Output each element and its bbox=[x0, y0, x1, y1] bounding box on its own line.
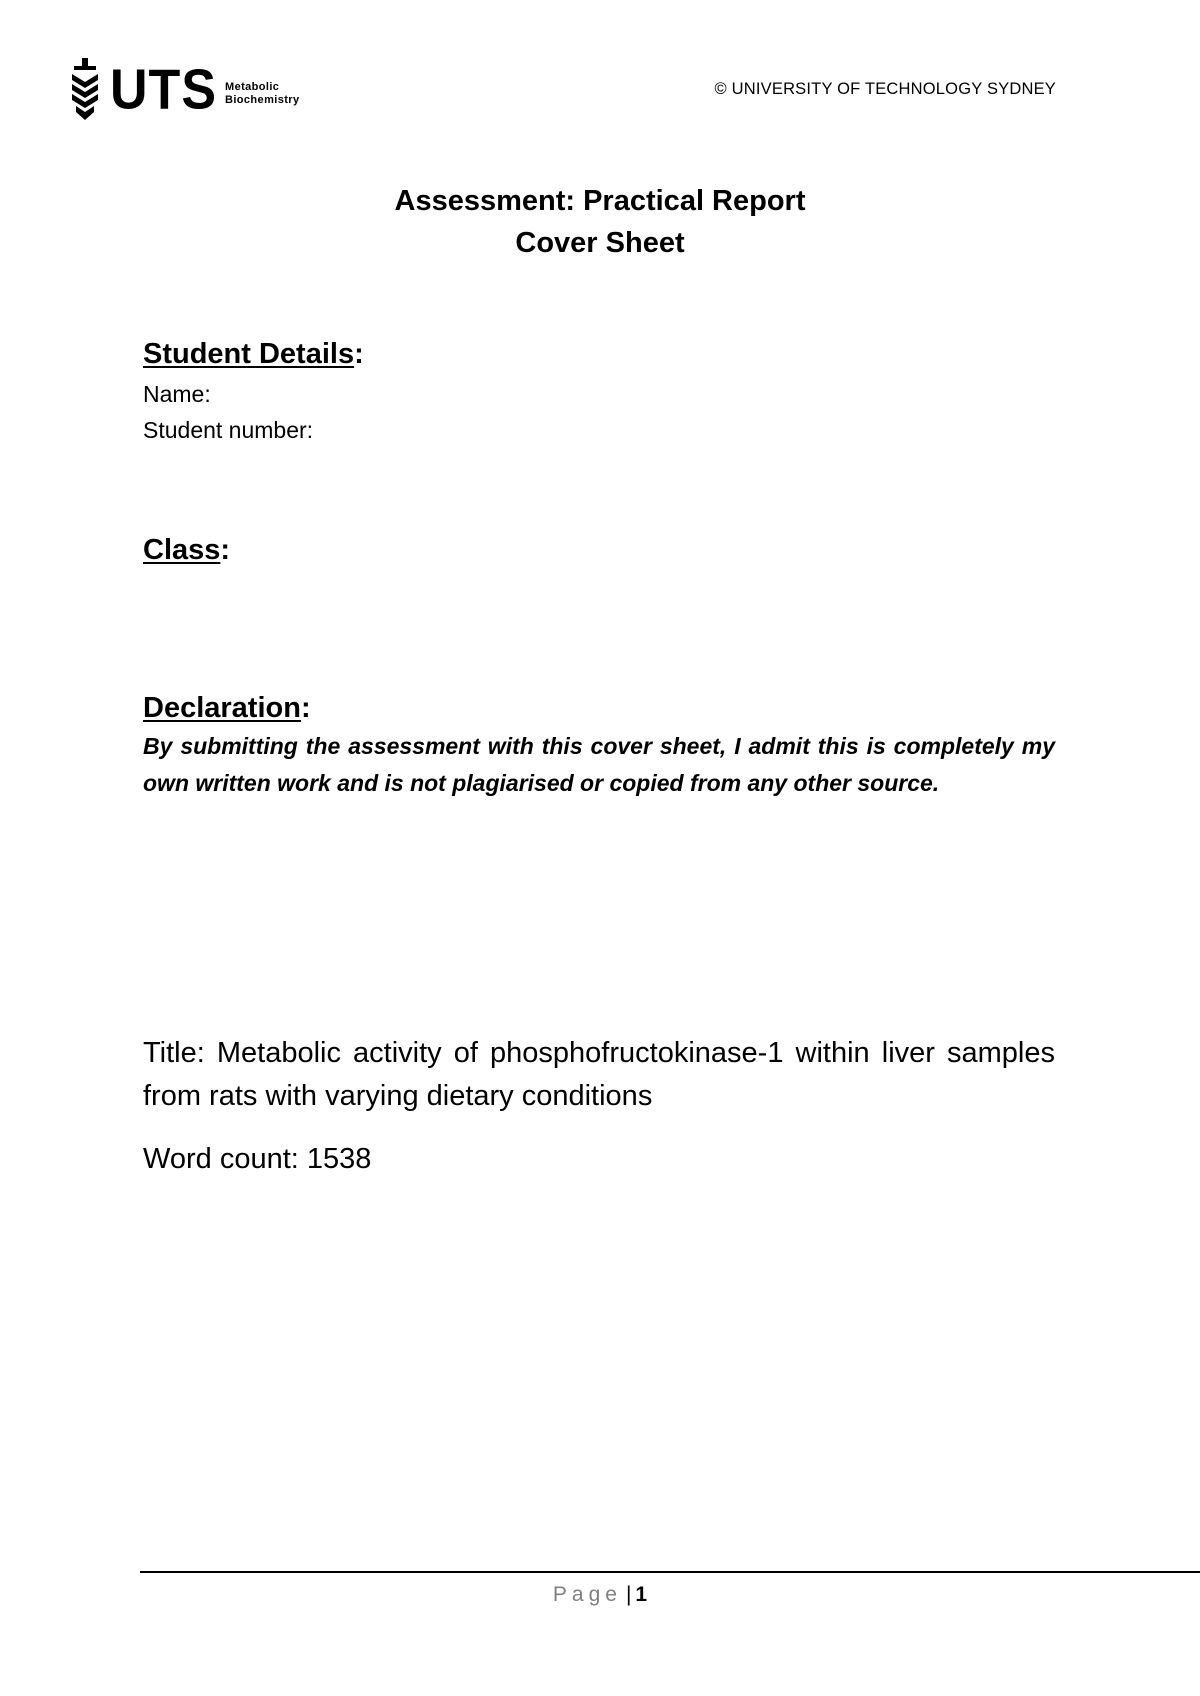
page-title bbox=[300, 180, 900, 264]
copyright-notice: © UNIVERSITY OF TECHNOLOGY SYDNEY bbox=[714, 80, 1056, 98]
page-separator: | bbox=[625, 1583, 632, 1606]
page-number: 1 bbox=[635, 1583, 648, 1606]
uts-logo bbox=[68, 58, 300, 122]
student-details-section bbox=[143, 336, 1055, 448]
title-line-2: Cover Sheet bbox=[515, 227, 685, 259]
class-heading: Class: bbox=[143, 534, 231, 566]
report-info-section bbox=[143, 1032, 1055, 1181]
class-section bbox=[143, 532, 1055, 568]
name-label: Name: bbox=[143, 381, 211, 407]
report-title: Title: Metabolic activity of phosphofructokinase-1 within liver samples from rats with varying dietary conditions bbox=[143, 1037, 1055, 1112]
declaration-section bbox=[143, 690, 1055, 802]
logo-wordmark: UTS bbox=[110, 58, 217, 122]
student-details-heading: Student Details: bbox=[143, 338, 364, 370]
student-number-label: Student number: bbox=[143, 417, 314, 443]
logo-subtitle bbox=[225, 81, 300, 107]
declaration-heading: Declaration: bbox=[143, 692, 311, 724]
word-count: Word count: 1538 bbox=[143, 1143, 372, 1175]
declaration-text: By submitting the assessment with this cover sheet, I admit this is completely my own written work and is not plagiarised or copied from any other source. bbox=[143, 733, 1055, 796]
uts-crest-icon bbox=[68, 58, 102, 122]
page-label: Page bbox=[552, 1583, 622, 1606]
logo-sub-line1: Metabolic bbox=[225, 81, 280, 93]
logo-sub-line2: Biochemistry bbox=[225, 94, 300, 106]
title-line-1: Assessment: Practical Report bbox=[394, 185, 806, 217]
page-number-footer bbox=[0, 1583, 1200, 1607]
footer-divider bbox=[140, 1571, 1200, 1573]
